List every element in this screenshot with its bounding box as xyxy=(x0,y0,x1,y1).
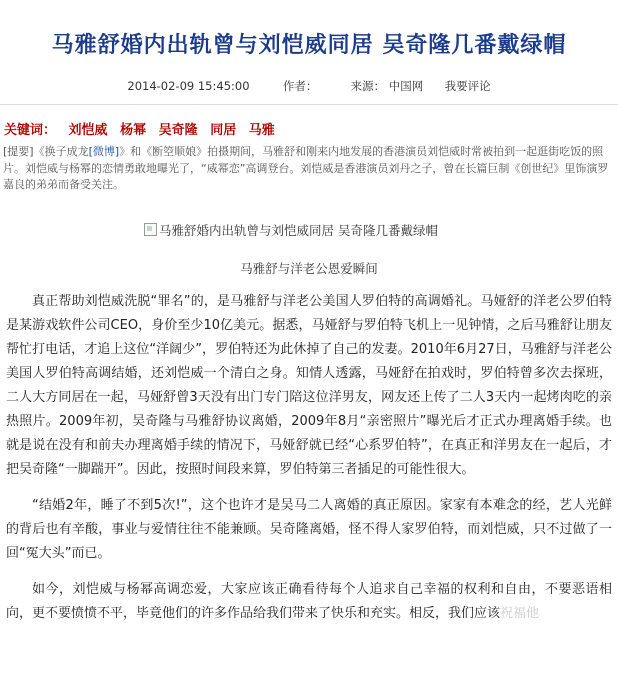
drama-link[interactable]: 换子成龙 xyxy=(44,145,89,158)
keyword-link[interactable]: 马雅 xyxy=(248,123,275,138)
keyword-link[interactable]: 杨幂 xyxy=(120,123,147,138)
source-name: 中国网 xyxy=(388,79,424,93)
article-paragraph: 真正帮助刘恺威洗脱“罪名”的，是马雅舒与洋老公美国人罗伯特的高调婚礼。马娅舒的洋老公罗伯特是某游戏软件公司CEO，身价至少10亿美元。据悉，马娅舒与罗伯特飞机上一见钟情，之后马雅舒让朋友帮忙打电话，才追上这位“洋阔少”，罗伯特还为此休掉了自己的发妻。2010年6月27日，马雅舒与洋老公美国人罗伯特高调结婚，还刘恺威一个清白之身。知情人透露，马娅舒在拍戏时，罗伯特曾多次去探班，二人大方同居在一起，马娅舒曾3天没有出门专门陪这位洋男友，网友还上传了二人3天内一起烤肉吃的亲热照片。2009年初，吴奇隆与马雅舒协议离婚，2009年8月“亲密照片”曝光后才正式办理离婚手续。也就是说在没有和前夫办理离婚手续的情况下，马娅舒就已经“心系罗伯特”，在真正和洋男友在一起后，才把吴奇隆“一脚踹开”。因此，按照时间段来算，罗伯特第三者插足的可能性很大。 xyxy=(6,294,612,477)
article-title: 马雅舒婚内出轨曾与刘恺威同居 吴奇隆几番戴绿帽 xyxy=(51,33,567,58)
source-label: 来源： xyxy=(350,79,386,93)
keyword-link[interactable]: 吴奇隆 xyxy=(158,123,198,138)
summary-text: 《 xyxy=(33,145,45,158)
article-image xyxy=(144,221,438,239)
keyword-link[interactable]: 同居 xyxy=(210,123,237,138)
meta-divider xyxy=(0,104,618,105)
article-meta xyxy=(0,78,618,94)
image-alt-text: 马雅舒婚内出轨曾与刘恺威同居 吴奇隆几番戴绿帽 xyxy=(159,223,438,238)
broken-image-icon xyxy=(144,223,157,236)
keywords-label: 关键词： xyxy=(4,123,57,138)
weibo-link[interactable]: [微博] xyxy=(88,145,120,158)
article-summary xyxy=(3,144,615,194)
watermark-text: 祝福他 xyxy=(500,606,540,621)
keywords-bar xyxy=(4,119,275,138)
comment-link[interactable]: 我要评论 xyxy=(444,79,491,93)
keyword-link[interactable]: 刘恺威 xyxy=(68,123,108,138)
author-label: 作者： xyxy=(282,79,318,93)
article-body xyxy=(6,290,612,638)
image-caption: 马雅舒与洋老公恩爱瞬间 xyxy=(240,261,378,276)
summary-tag: [提要] xyxy=(3,145,34,158)
publish-date: 2014-02-09 15:45:00 xyxy=(127,79,250,93)
summary-text: 》和《断箜顺娘》拍摄期间，马雅舒和刚来内地发展的香港演员刘恺威时常被拍到一起逛街吃饭的照片。刘恺威与杨幂的恋情勇敢地曝光了，“威幂恋”高调登台。刘恺威是香港演员刘丹之子，曾在长篇巨制《创世纪》里饰演罗嘉良的弟弟而备受关注。 xyxy=(3,145,609,191)
article-paragraph xyxy=(6,578,612,626)
article-paragraph: “结婚2年，睡了不到5次!”，这个也许才是吴马二人离婚的真正原因。家家有本难念的经，艺人光鲜的背后也有辛酸，事业与爱情往往不能兼顾。吴奇隆离婚，怪不得人家罗伯特，而刘恺威，只不过做了一回“冤大头”而已。 xyxy=(6,498,612,561)
paragraph-text: 如今，刘恺威与杨幂高调恋爱，大家应该正确看待每个人追求自己幸福的权利和自由，不要恶语相向，更不要愤愤不平，毕竟他们的许多作品给我们带来了快乐和充实。相反，我们应该 xyxy=(6,582,612,621)
